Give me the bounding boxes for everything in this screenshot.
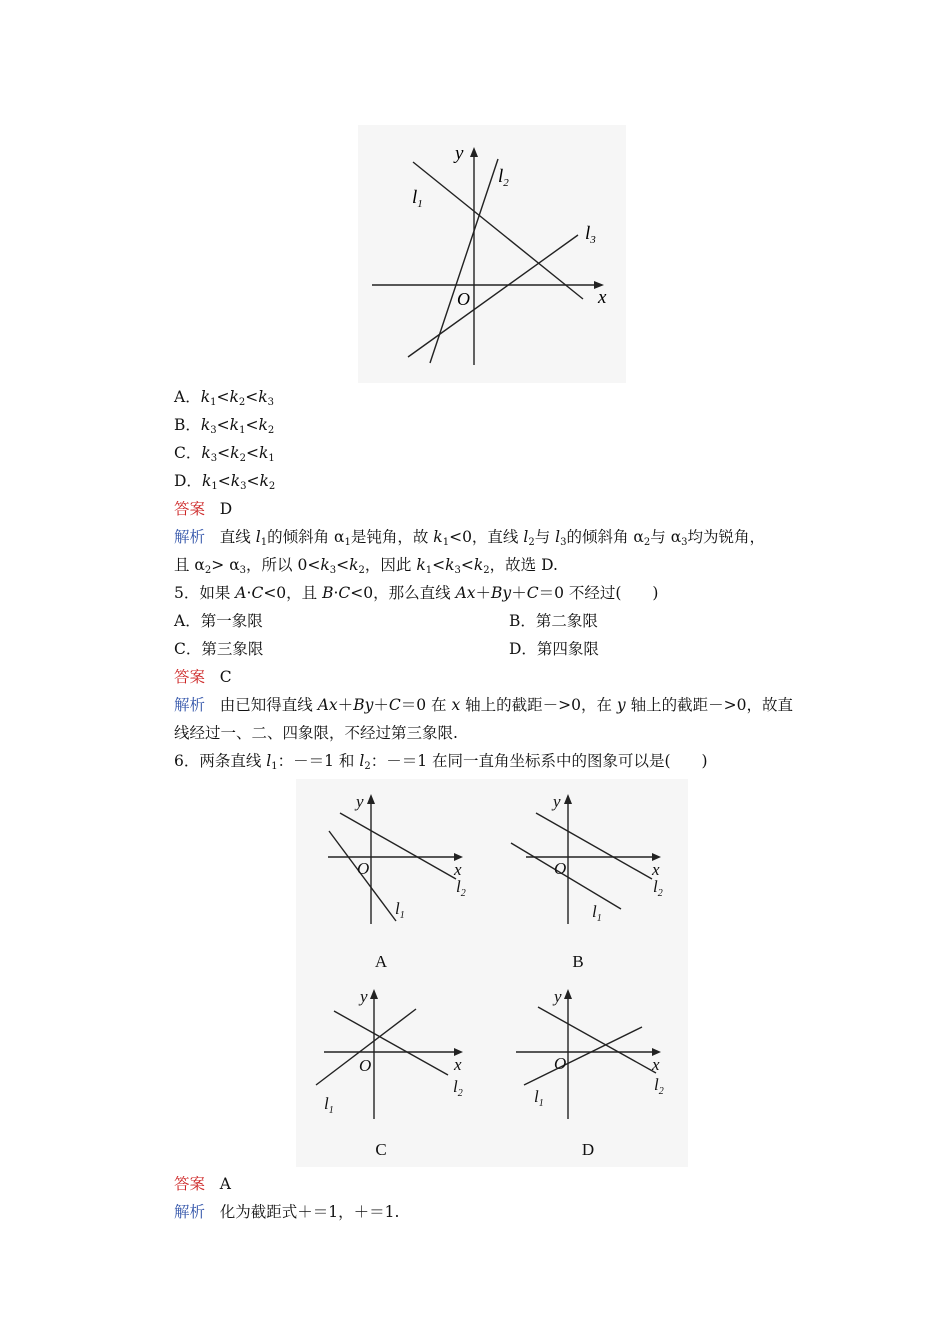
origin-label: O <box>457 289 470 309</box>
panel-a-y-label: y <box>356 792 364 811</box>
q6-answer: 答案 A <box>174 1175 231 1193</box>
panel-a-y-arrow <box>367 794 375 804</box>
analysis-label: 解析 <box>174 696 206 714</box>
l2-label: $l_2$ <box>498 166 509 189</box>
panel-c-x-label: x <box>454 1055 462 1074</box>
panel-b-l1-label: $l_1$ <box>592 902 602 924</box>
panel-a-x-label: x <box>454 860 462 879</box>
l1-label: $l_1$ <box>412 187 423 210</box>
panel-a-l2-label: $l_2$ <box>456 877 466 899</box>
q5-stem: 5．如果 A·C<0，且 B·C<0，那么直线 Ax＋By＋C＝0 不经过( ) <box>174 584 659 602</box>
answer-label: 答案 <box>174 500 206 518</box>
q4-analysis-line2: 且 $\alpha_2> \alpha_3$，所以 $0<k_3<k_2$，因此 $k_1<k_3<k_2$，故选 D. <box>174 556 558 576</box>
q6-stem: 6．两条直线 $l_1$：－＝1 和 $l_2$：－＝1 在同一直角坐标系中的图象可以是( ) <box>174 752 708 772</box>
panel-d-l1-label: $l_1$ <box>534 1087 544 1109</box>
q5-answer: 答案 C <box>174 668 232 686</box>
line-l2 <box>430 159 498 363</box>
line-l3 <box>408 235 578 357</box>
figure-four-options <box>296 779 688 1167</box>
q5-option-b: B．第二象限 <box>509 612 598 630</box>
panel-b-x-label: x <box>652 860 660 879</box>
panel-d-caption: D <box>581 1140 595 1159</box>
panel-a-caption: A <box>374 952 388 971</box>
panel-c-y-arrow <box>370 989 378 999</box>
q4-option-a: A．$k_1<k_2<k_3$ <box>174 388 275 408</box>
panel-c-l2-label: $l_2$ <box>453 1077 463 1099</box>
q6-analysis: 解析 化为截距式＋＝1，＋＝1. <box>174 1203 400 1221</box>
analysis-label: 解析 <box>174 528 206 546</box>
analysis-label: 解析 <box>174 1203 206 1221</box>
panel-d-x-label: x <box>652 1055 660 1074</box>
figure-three-lines <box>358 125 626 383</box>
panel-d-y-arrow <box>564 989 572 999</box>
answer-label: 答案 <box>174 668 206 686</box>
q4-option-b: B．$k_3<k_1<k_2$ <box>174 416 275 436</box>
q5-option-c: C．第三象限 <box>174 640 264 658</box>
panel-b-y-label: y <box>553 792 561 811</box>
l3-label: $l_3$ <box>585 223 596 246</box>
panel-b-y-arrow <box>564 794 572 804</box>
x-axis-label: x <box>598 287 607 308</box>
panel-c-origin: O <box>359 1056 372 1075</box>
q4-option-d: D．$k_1<k_3<k_2$ <box>174 472 276 492</box>
q5-analysis-line2: 线经过一、二、四象限，不经过第三象限. <box>174 724 458 742</box>
panel-d-origin: O <box>554 1054 567 1073</box>
panel-c-l1-label: $l_1$ <box>324 1094 334 1116</box>
panel-b-origin: O <box>554 859 567 878</box>
panel-b-l2-label: $l_2$ <box>653 877 663 899</box>
y-axis-label: y <box>455 143 464 164</box>
panel-c-y-label: y <box>360 987 368 1006</box>
q4-option-c: C．$k_3<k_2<k_1$ <box>174 444 275 464</box>
y-axis-arrow <box>470 147 478 157</box>
q4-answer: 答案 D <box>174 500 233 518</box>
panel-c-caption: C <box>375 1140 387 1159</box>
answer-label: 答案 <box>174 1175 206 1193</box>
panel-d-l2-label: $l_2$ <box>654 1075 664 1097</box>
panel-d-y-label: y <box>554 987 562 1006</box>
q5-option-a: A．第一象限 <box>174 612 263 630</box>
q4-analysis-line1: 解析 直线 $l_1$的倾斜角 $\alpha_1$是钝角，故 $k_1<0$，直线 $l_2$与 $l_3$的倾斜角 $\alpha_2$与 $\alpha_3$均为锐角， <box>174 528 766 548</box>
panel-a-origin: O <box>357 859 370 878</box>
q5-analysis-line1: 解析 由已知得直线 Ax＋By＋C＝0 在 x 轴上的截距－>0，在 y 轴上的截距－>0，故直 <box>174 696 793 714</box>
panel-c-line-l2 <box>334 1011 448 1075</box>
q5-option-d: D．第四象限 <box>509 640 599 658</box>
panel-b-caption: B <box>572 952 584 971</box>
panel-a-l1-label: $l_1$ <box>395 899 405 921</box>
